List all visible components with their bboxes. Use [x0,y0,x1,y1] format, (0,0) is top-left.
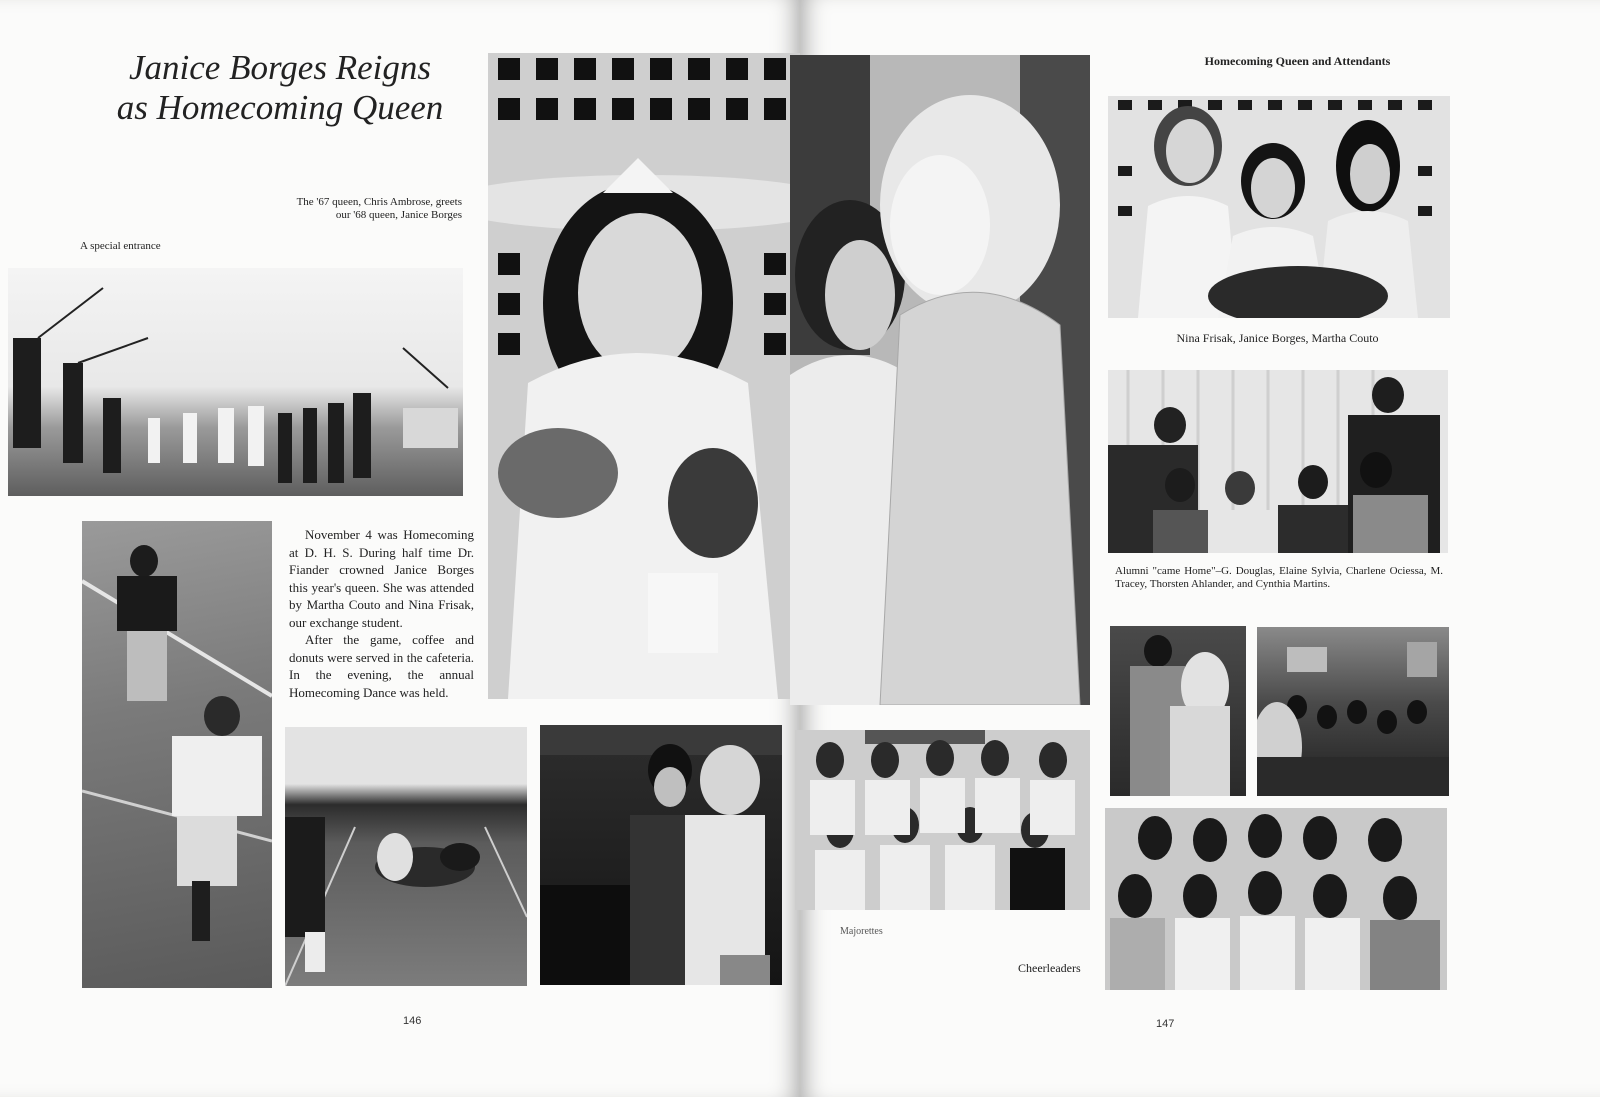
page-number-left: 146 [403,1015,422,1027]
title-line-2: as Homecoming Queen [116,88,444,127]
band-entrance-photo [8,268,463,496]
body-text [289,526,474,701]
dance-floor-photo [1257,627,1449,796]
queen-portrait-photo [488,53,800,699]
caption-special-entrance: A special entrance [80,240,161,252]
caption-cheerleaders: Cheerleaders [1018,961,1081,975]
caption-attendants: Nina Frisak, Janice Borges, Martha Couto [1176,331,1379,345]
alumni-photo [1108,370,1448,553]
majorettes-photo [795,730,1090,910]
attendants-photo [1108,96,1450,318]
caption-queen-greeting: The '67 queen, Chris Ambrose, greets our '68 queen, Janice Borges [296,196,462,221]
page-number-right: 147 [1156,1018,1175,1030]
caption-majorettes: Majorettes [840,926,883,937]
page-title [90,48,470,128]
title-line-1: Janice Borges Reigns [129,48,431,87]
right-page [800,0,1600,1097]
right-page-heading: Homecoming Queen and Attendants [1204,54,1391,68]
cheerleaders-photo [1105,808,1447,990]
couple-photo [540,725,782,985]
queens-greeting-photo [790,55,1090,705]
body-paragraph-1: November 4 was Homecoming at D. H. S. During half time Dr. Fiander crowned Janice Borges this year's queen. She was attended by Martha Couto and Nina Frisak, our exchange student. [289,527,474,630]
body-paragraph-2: After the game, coffee and donuts were served in the cafeteria. In the evening, the annual Homecoming Dance was held. [289,632,474,700]
dance-couple-photo [1110,626,1246,796]
football-runner-photo [82,521,272,988]
football-pileup-photo [285,727,527,986]
caption-alumni: Alumni "came Home"–G. Douglas, Elaine Sylvia, Charlene Ociessa, M. Tracey, Thorsten Ahlander, and Cynthia Martins. [1115,565,1443,590]
